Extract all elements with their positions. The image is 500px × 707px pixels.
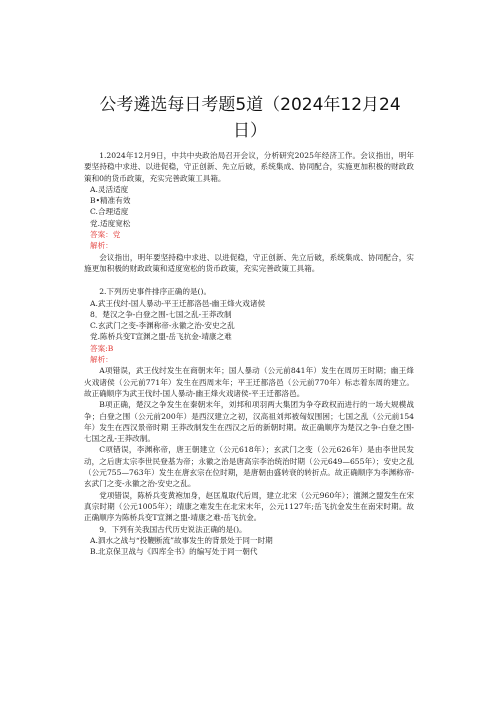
question-2-stem: 2.下列历史事件排序正确的是()。 <box>99 287 212 297</box>
question-2-option-a: A.武王伐纣-国人暴动-平王迁都洛邑-幽王烽火戏诸侯 <box>90 298 266 308</box>
question-2-option-c: C.玄武门之变-李渊称帝-永徽之治-安史之乱 <box>90 321 235 331</box>
question-1-option-d: 党.适度宽松 <box>90 218 131 228</box>
question-1-answer: 答案：党 <box>90 230 121 240</box>
question-2-analysis-a: A项错误，武王伐纣发生在商朝末年；国人暴动（公元前841年）发生在周厉王时期；幽王烽火戏诸侯（公元前771年）发生在西周末年；平王迁都洛邑（公元前770年）标志着东周的建立。故正确顺序为武王伐纣-国人暴动-幽王烽火戏诸侯-平王迁都洛邑。 <box>84 366 414 398</box>
question-2-analysis-label: 解析： <box>90 355 113 365</box>
spacer <box>84 274 414 286</box>
title-line-1: 公考遴选每日考题5道（2024年12月24 <box>99 95 401 115</box>
question-1-stem: 1.2024年12月9日，中共中央政治局召开会议，分析研究2025年经济工作。会议指出，明年要坚持稳中求进、以进促稳，守正创新、先立后破，系统集成、协同配合，实施更加积极的财政政策和0的货币政策，充实完善政策工具箱。 <box>84 151 414 183</box>
question-1-option-c: C.合理适度 <box>90 207 129 217</box>
question-1-analysis-label: 解析： <box>90 241 113 251</box>
question-1-option-a: A.灵活适度 <box>90 184 129 194</box>
question-3-option-b: B.北京保卫战与《四库全书》的编写处于同一朝代 <box>90 547 258 557</box>
question-1-analysis: 会议指出，明年要坚持稳中求进、以进促稳，守正创新、先立后破，系统集成、协同配合，实施更加积极的财政政策和适度宽松的货币政策，充实完善政策工具箱。 <box>84 252 414 273</box>
question-2-analysis-d: 党项错误，陈桥兵变黄袍加身，赵匡胤取代后周，建立北宋（公元960年）；澶渊之盟发生在宋真宗时期（公元1005年）；靖康之难发生在北宋末年，公元1127年;岳飞抗金发生在南宋时期。故正确顺序为陈桥兵变T宣渊之盟-靖康之难-岳飞抗金。 <box>84 490 414 523</box>
title-line-2: 日） <box>233 121 267 141</box>
question-2-option-d: 党.陈桥兵变T宣渊之盟-岳飞抗金-靖康之难 <box>90 332 232 342</box>
page-title <box>0 92 500 144</box>
question-3-stem: 9．下列有关我国古代历史说法正确的是()。 <box>99 524 247 534</box>
document-body <box>84 150 414 557</box>
question-1-option-b: B•精准有效 <box>90 196 131 206</box>
question-2-answer: 答案:B <box>90 343 114 353</box>
question-3-option-a: A.泗水之战与“投鞭断流”故事发生的背景处于同一时期 <box>90 535 273 545</box>
question-2-analysis-c: C项错误，李渊称帝，唐王朝建立（公元618年）；玄武门之变（公元626年）是由李世民发动，之后唐太宗李世民登基为帝；永徽之治是唐高宗李治统治时期（公元649—655年）；安史之乱（公元755—763年）发生在唐玄宗在位时期，是唐朝由盛转衰的转折点。故正确顺序为李渊称帝-玄武门之变-永徽之治-安史之乱。 <box>84 445 414 489</box>
question-2-option-b: 8．楚汉之争-白登之围-七国之乱-王莽改制 <box>90 309 232 319</box>
question-2-analysis-b: B项正确，楚汉之争发生在秦朝末年，刘邦和项羽两大集团为争夺政权而进行的一场大规模战争；白登之围（公元前200年）是西汉建立之初，汉高祖刘邦被匈奴围困；七国之乱（公元前154年）发生在西汉景帝时期 王莽改制发生在西汉之后的新朝时期。故正确顺序为楚汉之争-白登之围-七国之乱-王莽改制。 <box>84 400 414 444</box>
